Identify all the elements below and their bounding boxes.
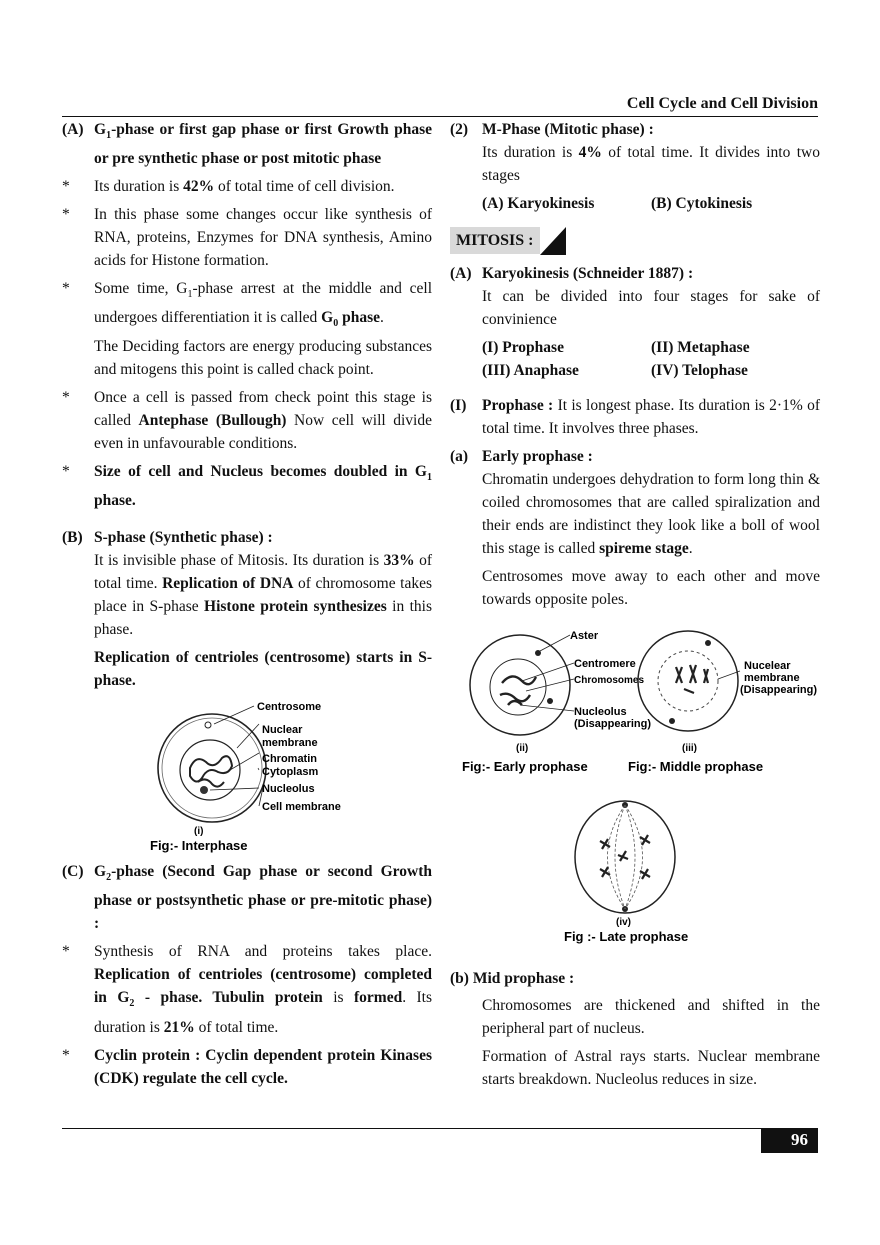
m-phase-parts [482, 192, 820, 215]
label-cell-membrane: Cell membrane [262, 801, 341, 814]
karyokinesis-label: (A) Karyokinesis [482, 195, 595, 212]
cell-membrane-circle [158, 714, 266, 822]
figure-number-ii: (ii) [516, 743, 529, 754]
caption-late-prophase: Fig :- Late prophase [564, 929, 689, 944]
stages-row-1: (I) Prophase (II) Metaphase [482, 339, 750, 356]
caption-middle-prophase: Fig:- Middle prophase [628, 759, 764, 774]
figure-number-iv: (iv) [616, 917, 631, 928]
karyokinesis-text: It can be divided into four stages for sake of convinience [482, 288, 820, 328]
middle-cell-outer [638, 631, 738, 731]
label-cytoplasm: Cytoplasm [262, 766, 319, 779]
g1-heading: (A) $G_1$-phase or first gap phase or first Growth phase or pre synthetic phase or post mitotic phase [62, 121, 432, 168]
corner-triangle-icon [540, 227, 566, 255]
right-column [450, 118, 820, 1096]
mid-prophase-text-1: Chromosomes are thickened and shifted in the peripheral part of nucleus. [482, 997, 820, 1037]
stages-row-2: (III) Anaphase (IV) Telophase [482, 362, 748, 379]
label-centrosome: Centrosome [257, 701, 322, 714]
prophase-diagrams [450, 625, 820, 797]
label-nucleolus: Nucleolus [574, 706, 627, 718]
nucleolus-dot [200, 786, 208, 794]
early-prophase-centrosomes: Centrosomes move away to each other and move towards opposite poles. [482, 568, 820, 608]
caption-interphase: Fig:- Interphase [150, 838, 248, 854]
g1-bullet-duration: * Its duration is 42% of total time of cell division. [62, 178, 395, 196]
early-chromosomes [500, 676, 536, 705]
caption-early-prophase: Fig:- Early prophase [462, 759, 588, 774]
footer-rule [62, 1128, 818, 1129]
m-phase-text: Its duration is 4% of total time. It divides into two stages [482, 144, 820, 184]
left-column [62, 118, 432, 1095]
s-phase-heading: (B) S-phase (Synthetic phase) : [62, 529, 273, 547]
s-phase-text: It is invisible phase of Mitosis. Its duration is 33% of total time. Replication of DNA of chromosome takes place in S-phase Histone protein synthesizes in this phase. [94, 552, 433, 639]
label-nuc-membrane: membrane [744, 672, 800, 684]
interphase-diagram [62, 698, 432, 856]
label-nucleolus-disappearing: (Disappearing) [574, 718, 652, 730]
figure-interphase [62, 698, 432, 856]
g2-heading: (C) $G_2$-phase (Second Gap phase or second Growth phase or postsynthetic phase or pre-mitotic phase) : [62, 863, 432, 933]
label-nucleolus: Nucleolus [262, 783, 315, 796]
late-prophase-diagram [450, 797, 820, 967]
label-membrane-disappearing: (Disappearing) [740, 684, 818, 696]
mid-prophase-heading: (b) Mid prophase : [450, 970, 575, 987]
g1-bullet-synthesis: * In this phase some changes occur like synthesis of RNA, proteins, Enzymes for DNA synthesis, Amino acids for Histone formation. [62, 206, 432, 270]
label-centromere: Centromere [574, 658, 636, 670]
early-cell-outer [470, 635, 570, 735]
m-phase-heading: (2) M-Phase (Mitotic phase) : [450, 121, 654, 138]
mid-prophase-text-2: Formation of Astral rays starts. Nuclear membrane starts breakdown. Nucleolus reduces in size. [482, 1048, 820, 1088]
figure-number-i: (i) [194, 826, 204, 838]
early-aster-bottom [547, 698, 553, 704]
middle-aster-bottom [669, 718, 675, 724]
chromatin-threads [190, 757, 232, 787]
s-phase-centrioles: Replication of centrioles (centrosome) starts in S- phase. [94, 649, 432, 690]
middle-nucleus [658, 651, 718, 711]
header-rule [62, 116, 818, 117]
mitosis-heading: MITOSIS : [450, 227, 540, 254]
figure-number-iii: (iii) [682, 743, 697, 754]
early-prophase-heading: (a) Early prophase : [450, 448, 593, 465]
running-header: Cell Cycle and Cell Division [626, 95, 818, 112]
label-aster: Aster [570, 630, 599, 642]
prophase-paragraph: (I) Prophase : It is longest phase. Its duration is 2·1% of total time. It involves three phases. [450, 397, 820, 437]
figure-late-prophase [450, 797, 820, 967]
karyokinesis-heading: (A) Karyokinesis (Schneider 1887) : [450, 265, 694, 282]
g1-bullet-size: * Size of cell and Nucleus becomes doubled in $G_1$ phase. [62, 463, 432, 510]
g2-bullet-cyclin: * Cyclin protein : Cyclin dependent protein Kinases (CDK) regulate the cell cycle. [62, 1046, 432, 1087]
label-nucelear: Nucelear [744, 660, 791, 672]
g1-bullet-antephase: * Once a cell is passed from check point this stage is called Antephase (Bullough) Now cell will divide even in unfavourable conditions. [62, 389, 432, 453]
middle-chromosomes [676, 665, 708, 693]
label-chromosomes: Chromosomes [574, 675, 645, 686]
page-number: 96 [761, 1128, 818, 1153]
figure-prophase [450, 625, 820, 797]
middle-aster-top [705, 640, 711, 646]
g1-bullet-g0: * Some time, $G_1$-phase arrest at the middle and cell undergoes differentiation it is called $G_0$ phase. The Deciding factors are energy producing substances and mitogens this point is called chack point. [62, 280, 432, 379]
cytokinesis-label: (B) Cytokinesis [651, 195, 753, 212]
label-chromatin: Chromatin [262, 753, 317, 766]
g2-bullet-synthesis: * Synthesis of RNA and proteins takes place. Replication of centrioles (centrosome) completed in $G_2$ - phase. Tubulin protein is formed. Its duration is 21% of total time. [62, 943, 433, 1036]
label-nuclear: Nuclear [262, 724, 303, 737]
label-membrane: membrane [262, 737, 318, 750]
early-prophase-text: Chromatin undergoes dehydration to form long thin & coiled chromosomes that are called spiralization and their ends are indistinct they look like a boll of wool this stage is called spireme stage. [482, 471, 820, 557]
centrosome-dot [205, 722, 211, 728]
cytoplasm-circle [162, 718, 262, 818]
